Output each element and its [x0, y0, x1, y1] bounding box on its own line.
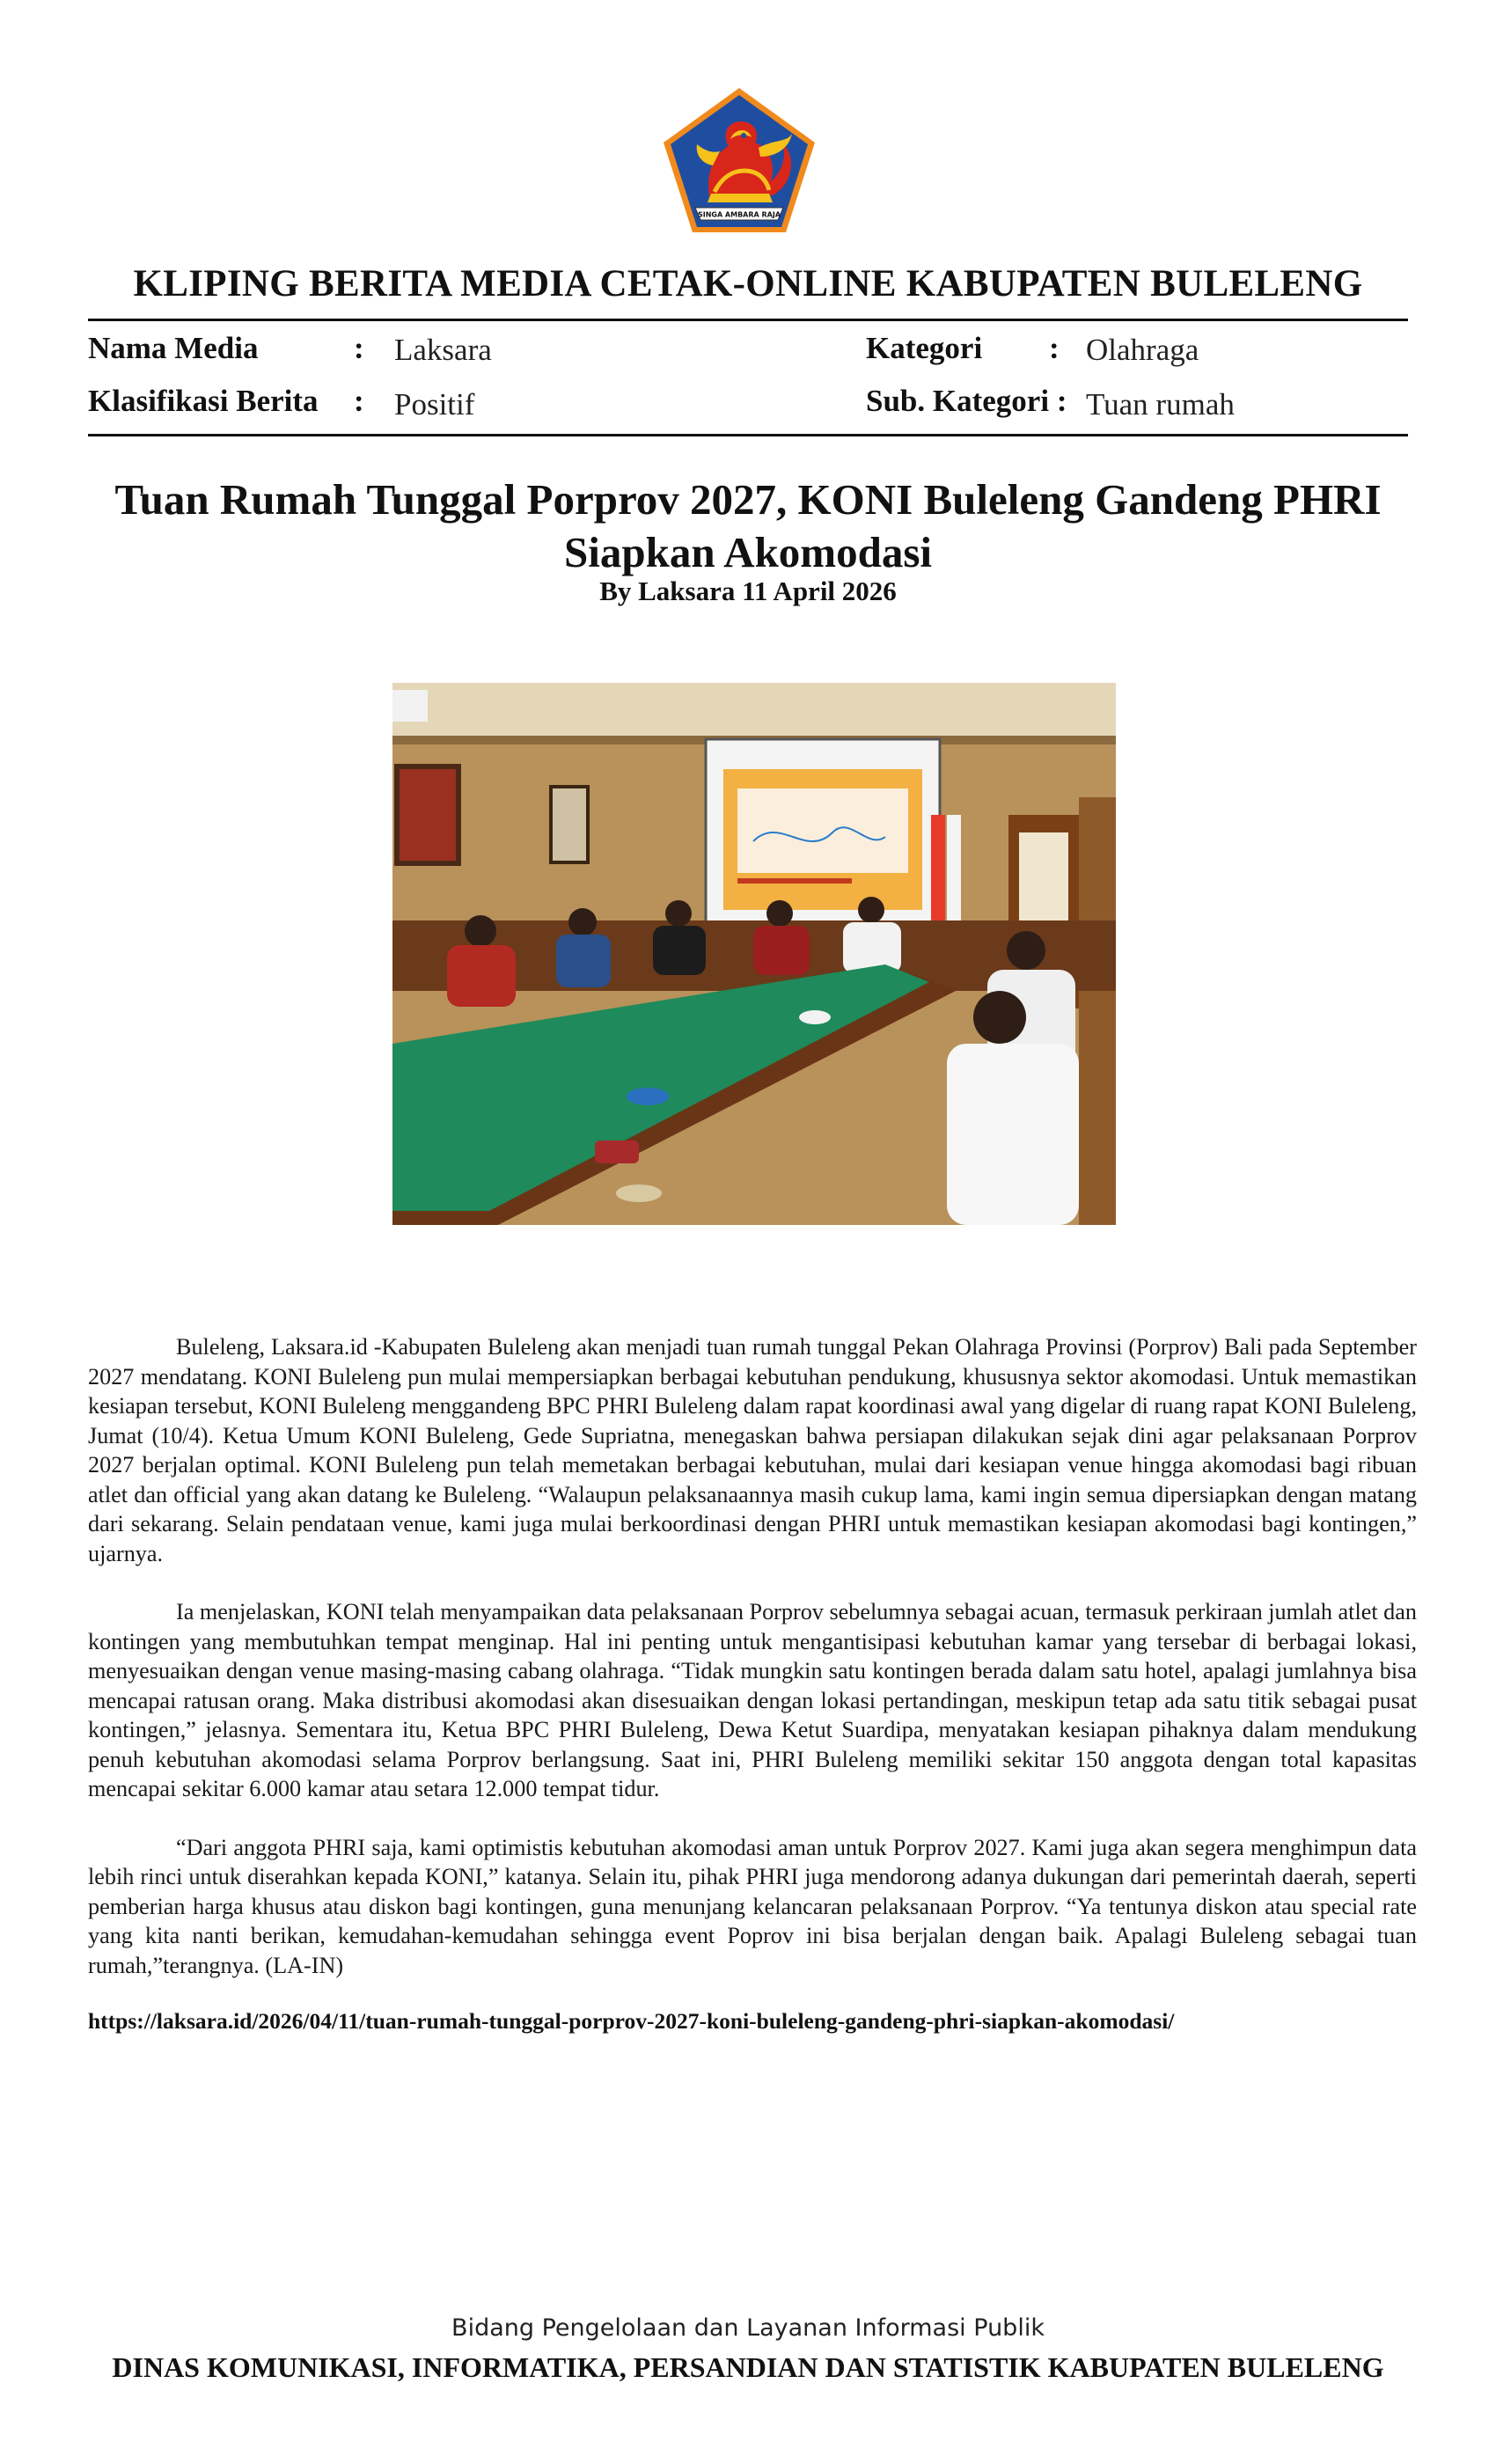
document-header-title: KLIPING BERITA MEDIA CETAK-ONLINE KABUPATEN BULELENG: [133, 263, 1363, 304]
kategori-label: Kategori: [866, 331, 983, 365]
article-title-line1: Tuan Rumah Tunggal Porprov 2027, KONI Buleleng Gandeng PHRI: [114, 475, 1382, 524]
article-paragraph-1: Buleleng, Laksara.id -Kabupaten Buleleng akan menjadi tuan rumah tunggal Pekan Olahraga Provinsi (Porprov) Bali pada September 2027 mendatang. KONI Buleleng pun mulai mempersiapkan berbagai kebutuhan pendukung, khususnya sektor akomodasi. Untuk memastikan kesiapan tersebut, KONI Buleleng menggandeng BPC PHRI Buleleng dalam rapat koordinasi awal yang digelar di ruang rapat KONI Buleleng, Jumat (10/4). Ketua Umum KONI Buleleng, Gede Supriatna, menegaskan bahwa persiapan dilakukan sejak dini agar pelaksanaan Porprov 2027 berjalan optimal. KONI Buleleng pun telah memetakan berbagai kebutuhan, mulai dari kesiapan venue hingga akomodasi bagi ribuan atlet dan official yang akan datang ke Buleleng. “Walaupun pelaksanaannya masih cukup lama, kami ingin semua dipersiapkan dengan matang dari sekarang. Selain pendataan venue, kami juga mulai berkoordinasi dengan PHRI untuk memastikan kesiapan akomodasi bagi kontingen,” ujarnya.: [88, 1334, 1417, 1566]
footer-department: Bidang Pengelolaan dan Layanan Informasi Publik: [451, 2314, 1045, 2342]
article-title: [88, 473, 1408, 579]
article-byline: By Laksara 11 April 2026: [599, 576, 897, 606]
article-photo: [392, 683, 1116, 1225]
media-label: Nama Media: [88, 331, 259, 365]
media-value: Laksara: [394, 333, 492, 367]
footer-agency: DINAS KOMUNIKASI, INFORMATIKA, PERSANDIAN DAN STATISTIK KABUPATEN BULELENG: [112, 2351, 1384, 2383]
klasifikasi-label: Klasifikasi Berita: [88, 384, 319, 418]
kategori-colon: :: [1049, 331, 1060, 365]
logo-ribbon-text: SINGA AMBARA RAJA: [697, 210, 781, 219]
klasifikasi-value: Positif: [394, 387, 475, 422]
kategori-value: Olahraga: [1086, 333, 1199, 367]
subkategori-value: Tuan rumah: [1086, 387, 1235, 422]
article-body: [88, 1332, 1417, 2009]
media-colon: :: [354, 331, 364, 365]
klasifikasi-colon: :: [354, 384, 364, 418]
article-title-line2: Siapkan Akomodasi: [563, 528, 933, 576]
buleleng-emblem-logo: [660, 86, 818, 236]
article-paragraph-3: “Dari anggota PHRI saja, kami optimistis kebutuhan akomodasi aman untuk Porprov 2027. Kami juga akan segera menghimpun data lebih rinci untuk diserahkan kepada KONI,” katanya. Selain itu, pihak PHRI juga mendorong adanya dukungan dari pemerintah daerah, seperti pemberian harga khusus atau diskon bagi kontingen, guna menunjang kelancaran pelaksanaan Porprov. “Ya tentunya diskon atau special rate yang kita nanti berikan, kemudahan-kemudahan sehingga event Poprov ini bisa berjalan dengan baik. Apalagi Buleleng sebagai tuan rumah,”terangnya. (LA-IN): [88, 1834, 1417, 1978]
subkategori-label: Sub. Kategori :: [866, 384, 1067, 418]
header-rule-top: [88, 319, 1408, 321]
article-paragraph-2: Ia menjelaskan, KONI telah menyampaikan data pelaksanaan Porprov sebelumnya sebagai acuan, termasuk perkiraan jumlah atlet dan kontingen yang membutuhkan tempat menginap. Hal ini penting untuk mengantisipasi kebutuhan kamar yang tersebar di berbagai lokasi, menyesuaikan dengan venue masing-masing cabang olahraga. “Tidak mungkin satu kontingen berada dalam satu hotel, apalagi jumlahnya bisa mencapai ratusan orang. Maka distribusi akomodasi akan disesuaikan dengan lokasi pertandingan, meskipun tetap ada satu titik sebagai pusat kontingen,” jelasnya. Sementara itu, Ketua BPC PHRI Buleleng, Dewa Ketut Suardipa, menyatakan kesiapan pihaknya dalam mendukung penuh kebutuhan akomodasi selama Porprov berlangsung. Saat ini, PHRI Buleleng memiliki sekitar 150 anggota dengan total kapasitas mencapai sekitar 6.000 kamar atau setara 12.000 tempat tidur.: [88, 1599, 1417, 1801]
header-rule-bottom: [88, 434, 1408, 436]
source-url-link[interactable]: https://laksara.id/2026/04/11/tuan-rumah-tunggal-porprov-2027-koni-buleleng-gandeng-phri-siapkan-akomodasi/: [88, 2008, 1175, 2034]
